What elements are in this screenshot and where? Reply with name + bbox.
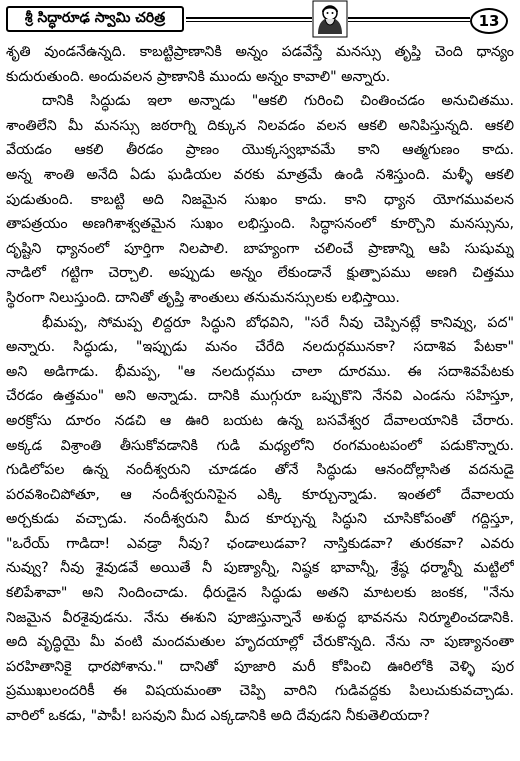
text-line: గుడిలోపల ఉన్న నందీశ్వరుని చూడడం తోనే సిద్ధుడు ఆనందోల్లాసిత వదనుడై	[6, 462, 514, 479]
text-line: శృతి వుండనేఉన్నది. కాబట్టిప్రాణానికి అన్నం పడవేస్తే మనస్సు తృప్తి చెంది ధాన్యం	[6, 44, 514, 60]
text-line: వేయడం ఆకలి తీరడం ప్రాణం యొక్కస్వభావమే కాని ఆత్మగుణం కాదు.	[6, 142, 514, 159]
text-line: నిజమైన వీరశైవుడను. నేను ఈశుని పూజిస్తున్నానే అశుద్ధ భావనను నిర్మూలించడానికి.	[6, 609, 514, 626]
body-text	[6, 40, 514, 729]
page-header	[0, 0, 520, 40]
text-line: అది వృద్ధియై మీ వంటి మందమతుల హృదయాల్లో చేరుకొన్నది. నేను నా పుణ్యానంతా	[6, 634, 514, 651]
text-line: భీమప్ప, సోమప్ప లిద్దరూ సిద్ధుని బోధవిని, "సరే నీవు చెప్పినట్లే కానివ్వు, పద"	[42, 314, 514, 331]
text-line: తాపత్రయం అణగిశాశ్వతమైన సుఖం లభిస్తుంది. సిద్ధాసనంలో కూర్చొని మనస్సును,	[6, 216, 514, 233]
running-title: శ్రీ సిద్ధారూఢ స్వామి చరిత్ర	[6, 6, 184, 32]
text-line: అరక్రోసు దూరం నడచి ఆ ఊరి బయట ఉన్న బసవేశ్వర దేవాలయానికి చేరారు.	[6, 412, 514, 429]
text-line: అని అడిగాడు. భీమప్ప, "ఆ నలదుర్గము చాలా దూరము. ఈ సదాశివపేటకు	[6, 363, 514, 380]
text-line: పుడుతుంది. కాబట్టి అది నిజమైన సుఖం కాదు. కాని ధ్యాన యోగమువలన	[6, 191, 514, 208]
text-line: కుదురుతుంది. అందువలన ప్రాణానికి ముందు అన్నం కావాలి" అన్నారు.	[6, 68, 391, 85]
text-line: నువ్వు? నీవు శైవుడవే అయితే నీ పుణ్యాన్నీ, నిష్ఠక భావాన్నీ, శ్రేష్ఠ ధర్మాన్నీ మట్టిలో	[6, 560, 514, 577]
text-line: స్థిరంగా నిలుస్తుంది. దానితో తృప్తి శాంతులు తనుమనస్సులకు లభిస్తాయి.	[6, 289, 400, 306]
text-line: అన్న శాంతి అనేది ఏడు ఘడియల వరకు మాత్రమే ఉండి నశిస్తుంది. మళ్ళీ ఆకలి	[6, 166, 514, 183]
text-line: పరహితానికై ధారపోశాను." దానితో పూజారి మరీ కోపించి ఊరిలోకి వెళ్ళి పుర	[6, 658, 514, 675]
text-line: అర్చకుడు వచ్చాడు. నందీశ్వరుని మీద కూర్చున్న సిద్ధుని చూసికోపంతో గద్దిస్తూ,	[6, 511, 514, 528]
text-line: వారిలో ఒకడు, "పాపీ! బసవుని మీద ఎక్కడానికి అది దేవుడని నీకుతెలియదా?	[6, 708, 430, 725]
text-line: శాంతిలేని మీ మనస్సు జఠరాగ్ని దిక్కున నిలవడం వలన ఆకలి అనిపిస్తున్నది. ఆకలి	[6, 117, 514, 134]
text-line: దానికి సిద్ధుడు ఇలా అన్నాడు "ఆకలి గురించి చింతించడం అనుచితము.	[42, 93, 514, 110]
text-line: చేరడం ఉత్తమం" అని అన్నాడు. దానికి ముగ్గురూ ఒప్పుకొని నేనవి ఎండను సహిస్తూ,	[6, 388, 514, 405]
text-line: నాడిలో గట్టిగా చెర్చాలి. అప్పుడు అన్నం లేకుండానే క్షుత్పాపము అణగి చిత్తము	[6, 265, 514, 282]
text-line: పరవశించిపోతూ, ఆ నందీశ్వరునిపైన ఎక్కి కూర్చున్నాడు. ఇంతలో దేవాలయ	[6, 486, 514, 503]
text-line: కలిపేశావా" అని నిందించాడు. ధీరుడైన సిద్ధుడు అతని మాటలకు జంకక, "నేను	[6, 585, 514, 602]
text-line: దృష్టిని ధ్యానంలో పూర్తిగా నిలపాలి. బాహ్యంగా చలించే ప్రాణాన్ని ఆపి సుషుమ్న	[6, 240, 514, 257]
page-number: 13	[470, 8, 508, 34]
guru-portrait-icon	[312, 0, 348, 38]
text-line: ప్రముఖులందరికీ ఈ విషయమంతా చెప్పి వారిని గుడివద్దకు పిలుచుకువచ్చాడు.	[6, 683, 514, 700]
text-line: అక్కడ విశ్రాంతి తీసుకోవడానికి గుడి మధ్యలోని రంగమంటపంలో పడుకొన్నారు.	[6, 437, 514, 454]
text-line: "ఒరేయ్ గాడిదా! ఎవడ్రా నీవు? ఛండాలుడవా? నాస్తికుడవా? తురకవా? ఎవరు	[6, 535, 514, 552]
text-line: అన్నారు. సిద్ధుడు, "ఇప్పుడు మనం చేరేది నలదుర్గమునకా? సదాశివ పేటకా"	[6, 339, 514, 356]
